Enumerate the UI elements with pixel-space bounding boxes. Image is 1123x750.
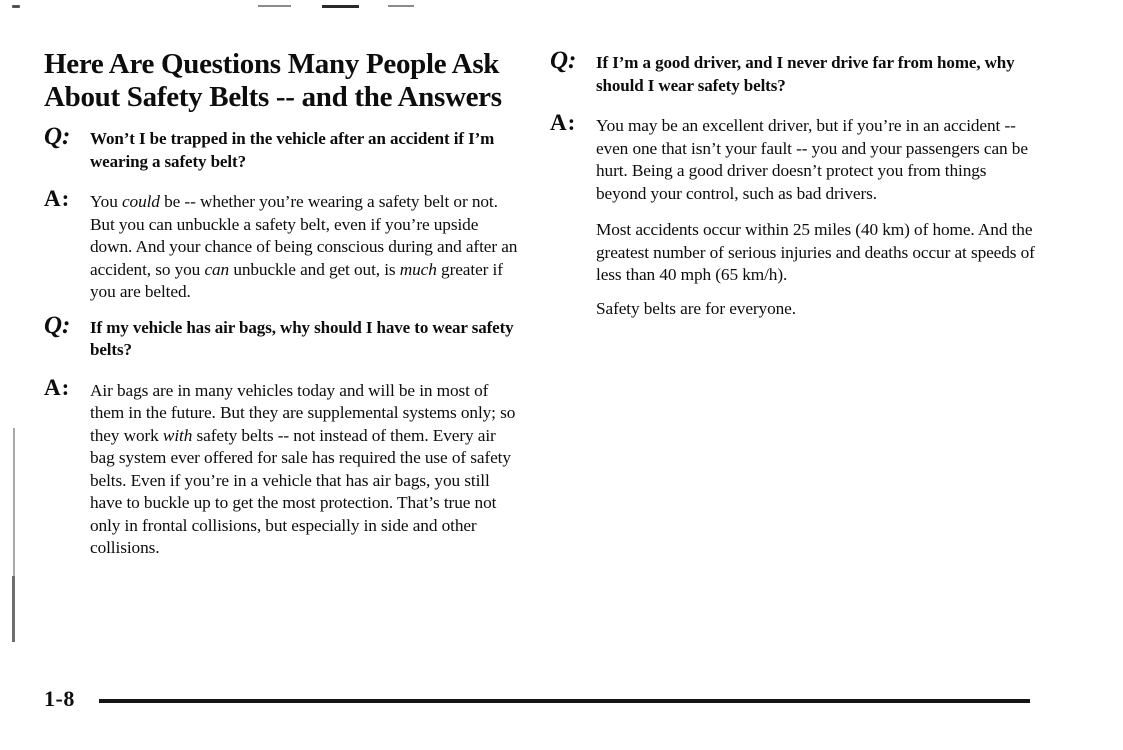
question-marker: Q: bbox=[44, 123, 71, 150]
page-title-line-1: Here Are Questions Many People Ask bbox=[44, 48, 500, 80]
scan-artifact-top-left-mark bbox=[12, 5, 20, 8]
question-text: Won’t I be trapped in the vehicle after an accident if I’m wearing a safety belt? bbox=[90, 129, 495, 171]
question-block-3 bbox=[550, 47, 1038, 97]
answer-block-1 bbox=[44, 186, 520, 304]
scan-artifact-left-edge-line-dark bbox=[12, 576, 15, 642]
answer-block-3 bbox=[550, 110, 1038, 320]
page-number: 1-8 bbox=[44, 686, 75, 711]
answer-text: You could be -- whether you’re wearing a safety belt or not. But you can unbuckle a safety belt, even if you’re upside down. And your chance of being conscious during and after an accident, so you can unbuckle and get out, is much greater if you are belted. bbox=[90, 192, 518, 301]
page-title bbox=[44, 48, 520, 114]
question-text: If my vehicle has air bags, why should I have to wear safety belts? bbox=[90, 317, 514, 359]
answer-marker: A: bbox=[550, 110, 577, 135]
right-column bbox=[550, 47, 1038, 320]
question-block-1 bbox=[44, 123, 520, 173]
left-column bbox=[44, 48, 520, 560]
page-title-line-2: About Safety Belts -- and the Answers bbox=[44, 81, 502, 113]
scan-artifact-top-dash-2 bbox=[322, 5, 359, 8]
question-marker: Q: bbox=[550, 47, 577, 74]
question-marker: Q: bbox=[44, 311, 71, 339]
answer-marker: A: bbox=[44, 374, 71, 400]
answer-text bbox=[596, 114, 1036, 320]
answer-paragraph-1: You may be an excellent driver, but if you’re in an accident -- even one that isn’t your fault -- you and your passengers can be hurt. Being a good driver doesn’t protect you from things beyond your control, such as bad drivers. bbox=[596, 116, 1028, 203]
scan-artifact-top-dash-1 bbox=[258, 5, 291, 7]
question-block-2 bbox=[44, 311, 520, 362]
question-text: If I’m a good driver, and I never drive far from home, why should I wear safety belts? bbox=[596, 53, 1015, 95]
answer-text: Air bags are in many vehicles today and will be in most of them in the future. But they are supplemental systems only; so they work with safety belts -- not instead of them. Every air bag system ever offered for sale has required the use of safety belts. Even if you’re in a vehicle that has air bags, you still have to buckle up to get the most protection. That’s true not only in frontal collisions, but especially in side and other collisions. bbox=[90, 380, 516, 557]
answer-marker: A: bbox=[44, 186, 71, 211]
scan-artifact-top-dash-3 bbox=[388, 5, 414, 7]
footer-rule bbox=[99, 699, 1030, 703]
answer-paragraph-3: Safety belts are for everyone. bbox=[596, 298, 796, 318]
answer-paragraph-2: Most accidents occur within 25 miles (40 km) of home. And the greatest number of serious injuries and deaths occur at speeds of less than 40 mph (65 km/h). bbox=[596, 220, 1035, 284]
answer-block-2 bbox=[44, 374, 520, 560]
